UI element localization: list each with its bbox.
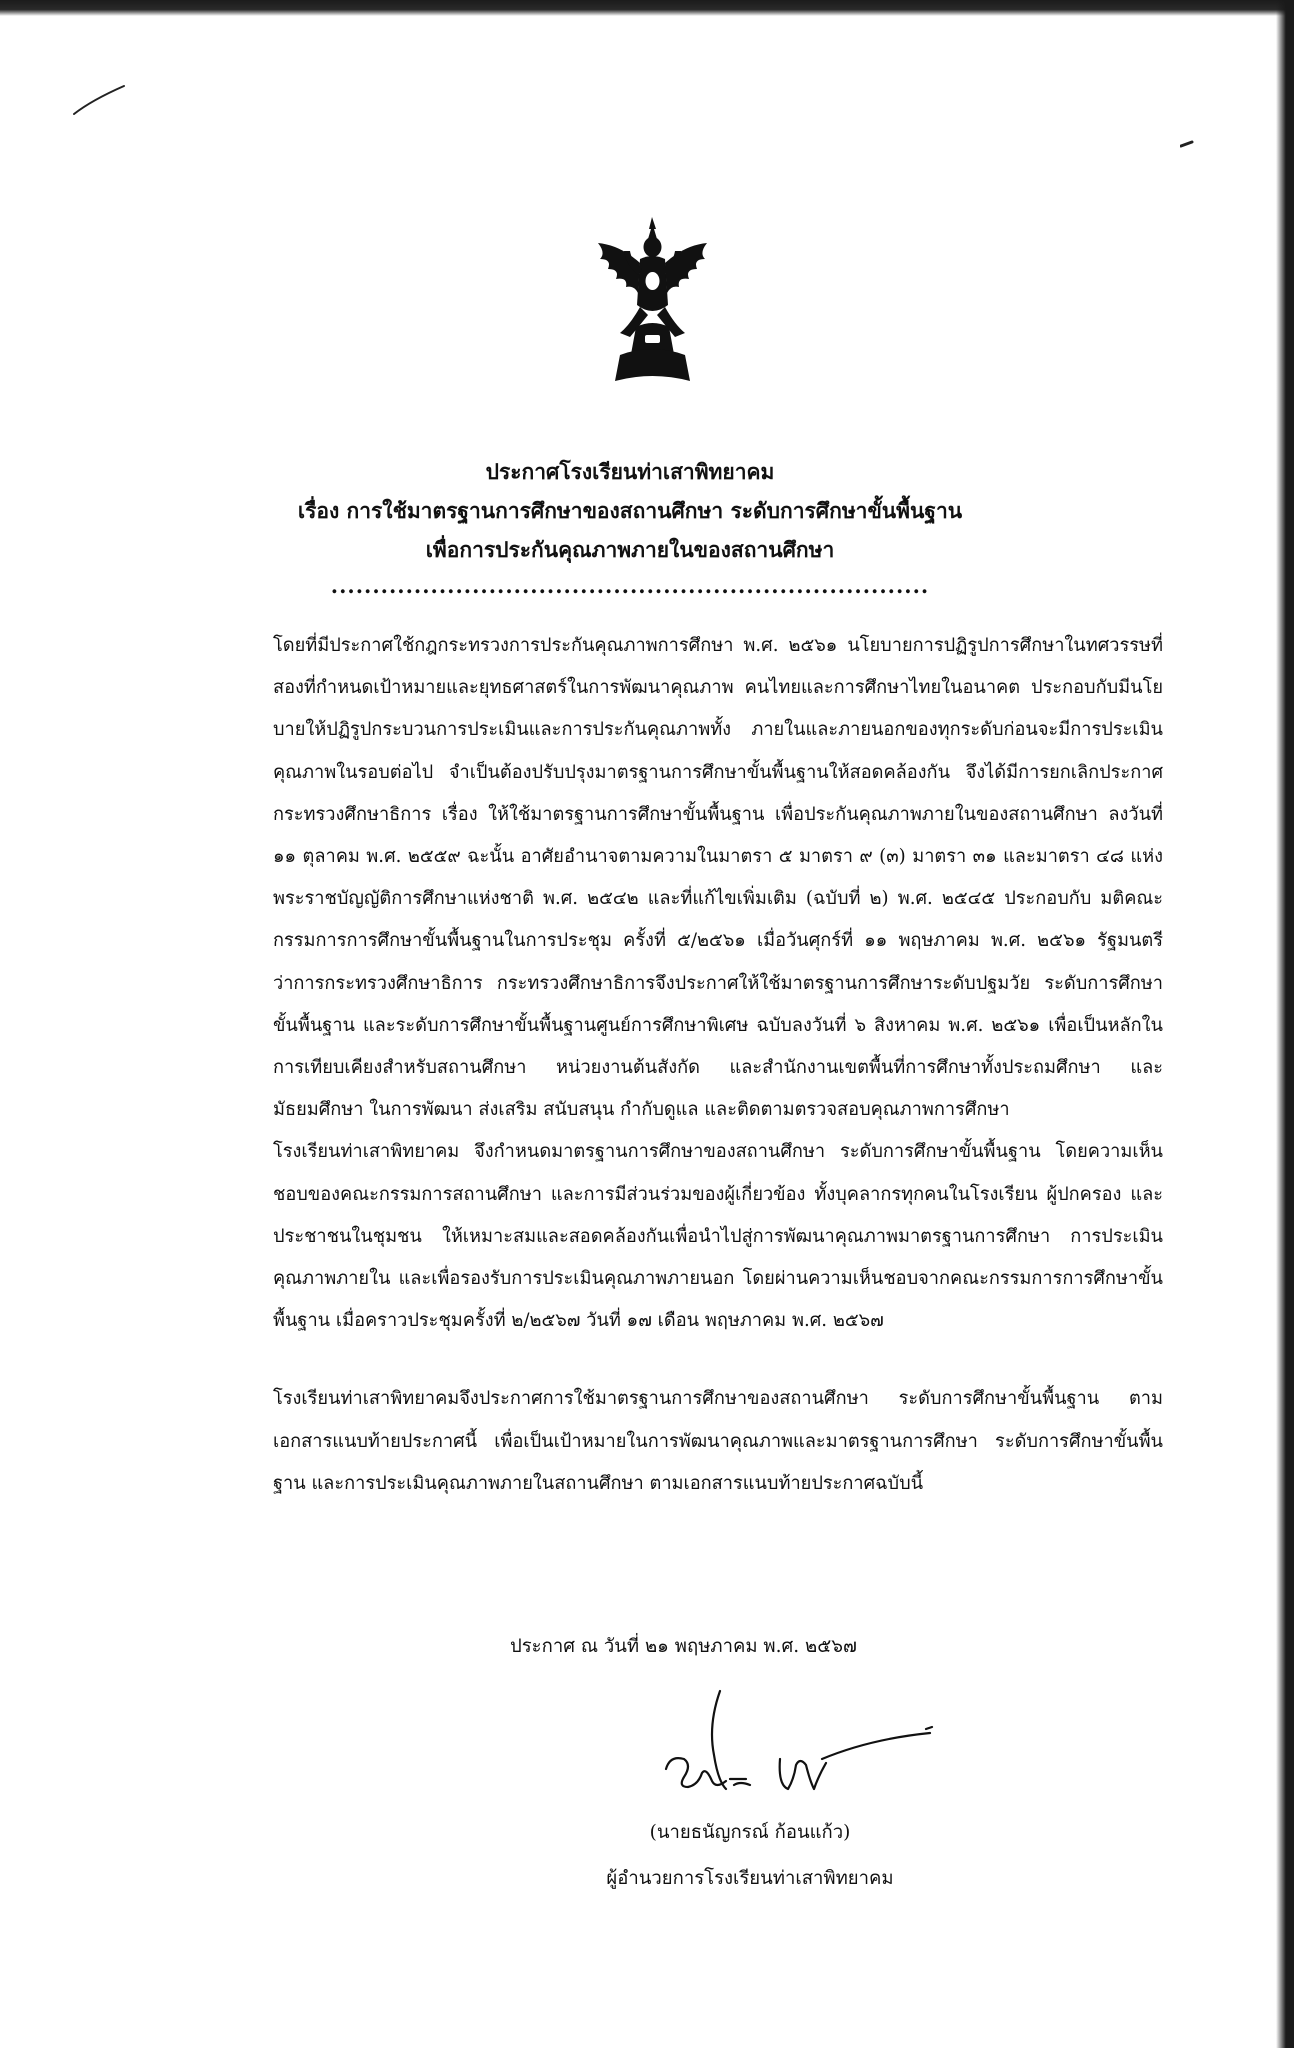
signer-name: (นายธนัญกรณ์ ก้อนแก้ว): [649, 1822, 851, 1843]
handwritten-signature: [650, 1685, 950, 1815]
garuda-emblem-icon: [590, 215, 715, 385]
announcement-subject-continued: เพื่อการประกันคุณภาพภายในของสถานศึกษา: [425, 537, 835, 562]
scan-edge-right: [1276, 0, 1294, 2048]
paragraph-school-standards: โรงเรียนท่าเสาพิทยาคม จึงกำหนดมาตรฐานการศึกษาของสถานศึกษา ระดับการศึกษาขั้นพื้นฐาน โดยความเห็นชอบของคณะกรรมการสถานศึกษา และการมีส่วนร่วมของผู้เกี่ยวข้อง ทั้งบุคลากรทุกคนในโรงเรียน ผู้ปกครอง และประชาชนในชุมชน ให้เหมาะสมและสอดคล้องกันเพื่อนำไปสู่การพัฒนาคุณภาพมาตรฐานการศึกษา การประเมินคุณภาพภายใน และเพื่อรองรับการประเมินคุณภาพภายนอก โดยผ่านความเห็นชอบจากคณะกรรมการการศึกษาขั้นพื้นฐาน เมื่อคราวประชุมครั้งที่ ๒/๒๕๖๗ วันที่ ๑๗ เดือน พฤษภาคม พ.ศ. ๒๕๖๗: [273, 1141, 1163, 1332]
dotted-separator: ........................................................................: [330, 573, 930, 598]
paragraph-announcement: โรงเรียนท่าเสาพิทยาคมจึงประกาศการใช้มาตรฐานการศึกษาของสถานศึกษา ระดับการศึกษาขั้นพื้นฐาน ตามเอกสารแนบท้ายประกาศนี้ เพื่อเป็นเป้าหมายในการพัฒนาคุณภาพและมาตรฐานการศึกษา ระดับการศึกษาขั้นพื้นฐาน และการประเมินคุณภาพภายในสถานศึกษา ตามเอกสารแนบท้ายประกาศฉบับนี้: [273, 1388, 1163, 1494]
signer-block: [540, 1810, 960, 1902]
announcement-subject: เรื่อง การใช้มาตรฐานการศึกษาของสถานศึกษา ระดับการศึกษาขั้นพื้นฐาน: [297, 498, 963, 523]
signer-position: ผู้อำนวยการโรงเรียนท่าเสาพิทยาคม: [606, 1868, 894, 1889]
ink-dot-mark: [1180, 140, 1194, 148]
announcement-date: ประกาศ ณ วันที่ ๒๑ พฤษภาคม พ.ศ. ๒๕๖๗: [510, 1636, 857, 1657]
announcement-title: ประกาศโรงเรียนท่าเสาพิทยาคม: [485, 459, 775, 484]
paragraph-background: โดยที่มีประกาศใช้กฎกระทรวงการประกันคุณภาพการศึกษา พ.ศ. ๒๕๖๑ นโยบายการปฏิรูปการศึกษาในทศวรรษที่สองที่กำหนดเป้าหมายและยุทธศาสตร์ในการพัฒนาคุณภาพ คนไทยและการศึกษาไทยในอนาคต ประกอบกับมีนโยบายให้ปฏิรูปกระบวนการประเมินและการประกันคุณภาพทั้ง ภายในและภายนอกของทุกระดับก่อนจะมีการประเมินคุณภาพในรอบต่อไป จำเป็นต้องปรับปรุงมาตรฐานการศึกษาขั้นพื้นฐานให้สอดคล้องกัน จึงได้มีการยกเลิกประกาศกระทรวงศึกษาธิการ เรื่อง ให้ใช้มาตรฐานการศึกษาขั้นพื้นฐาน เพื่อประกันคุณภาพภายในของสถานศึกษา ลงวันที่ ๑๑ ตุลาคม พ.ศ. ๒๕๕๙ ฉะนั้น อาศัยอำนาจตามความในมาตรา ๕ มาตรา ๙ (๓) มาตรา ๓๑ และมาตรา ๔๘ แห่ง พระราชบัญญัติการศึกษาแห่งชาติ พ.ศ. ๒๕๔๒ และที่แก้ไขเพิ่มเติม (ฉบับที่ ๒) พ.ศ. ๒๕๔๕ ประกอบกับ มติคณะกรรมการการศึกษาขั้นพื้นฐานในการประชุม ครั้งที่ ๕/๒๕๖๑ เมื่อวันศุกร์ที่ ๑๑ พฤษภาคม พ.ศ. ๒๕๖๑ รัฐมนตรีว่าการกระทรวงศึกษาธิการ กระทรวงศึกษาธิการจึงประกาศให้ใช้มาตรฐานการศึกษาระดับปฐมวัย ระดับการศึกษาขั้นพื้นฐาน และระดับการศึกษาขั้นพื้นฐานศูนย์การศึกษาพิเศษ ฉบับลงวันที่ ๖ สิงหาคม พ.ศ. ๒๕๖๑ เพื่อเป็นหลักในการเทียบเคียงสำหรับสถานศึกษา หน่วยงานต้นสังกัด และสำนักงานเขตพื้นที่การศึกษาทั้งประถมศึกษา และมัธยมศึกษา ในการพัฒนา ส่งเสริม สนับสนุน กำกับดูแล และติดตามตรวจสอบคุณภาพการศึกษา: [273, 635, 1163, 1121]
announcement-body: [178, 625, 1163, 1505]
pen-stroke-mark: [72, 80, 132, 120]
announcement-heading: [160, 452, 1100, 601]
scan-edge-top: [0, 0, 1294, 16]
